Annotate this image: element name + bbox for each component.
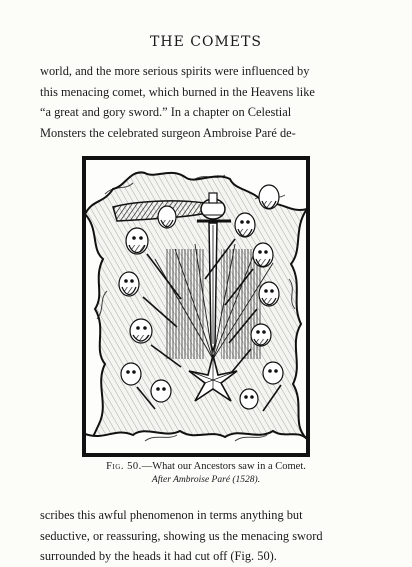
caption-credit: After Ambroise Paré (1528). bbox=[151, 475, 261, 485]
text-line: Monsters the celebrated surgeon Ambroise Paré de- bbox=[40, 125, 296, 140]
text-line: surrounded by the heads it had cut off (Fig. 50). bbox=[40, 549, 277, 563]
text-line: scribes this awful phenomenon in terms anything but bbox=[40, 508, 303, 522]
text-line: world, and the more serious spirits were influenced by bbox=[40, 64, 310, 78]
body-text-top bbox=[40, 61, 370, 143]
figure-label: Fig. 50. bbox=[106, 461, 142, 472]
figure-caption bbox=[0, 460, 412, 487]
caption-main bbox=[0, 460, 412, 474]
text-line: this menacing comet, which burned in the Heavens like bbox=[40, 84, 315, 99]
comet-woodcut-illustration bbox=[82, 156, 310, 457]
caption-text: —What our Ancestors saw in a Comet. bbox=[141, 461, 306, 472]
running-head: THE COMETS bbox=[150, 34, 262, 50]
body-text-bottom bbox=[40, 505, 370, 567]
text-line: seductive, or reassuring, showing us the menacing sword bbox=[40, 528, 323, 543]
text-line: “a great and gory sword.” In a chapter on Celestial bbox=[40, 105, 292, 119]
